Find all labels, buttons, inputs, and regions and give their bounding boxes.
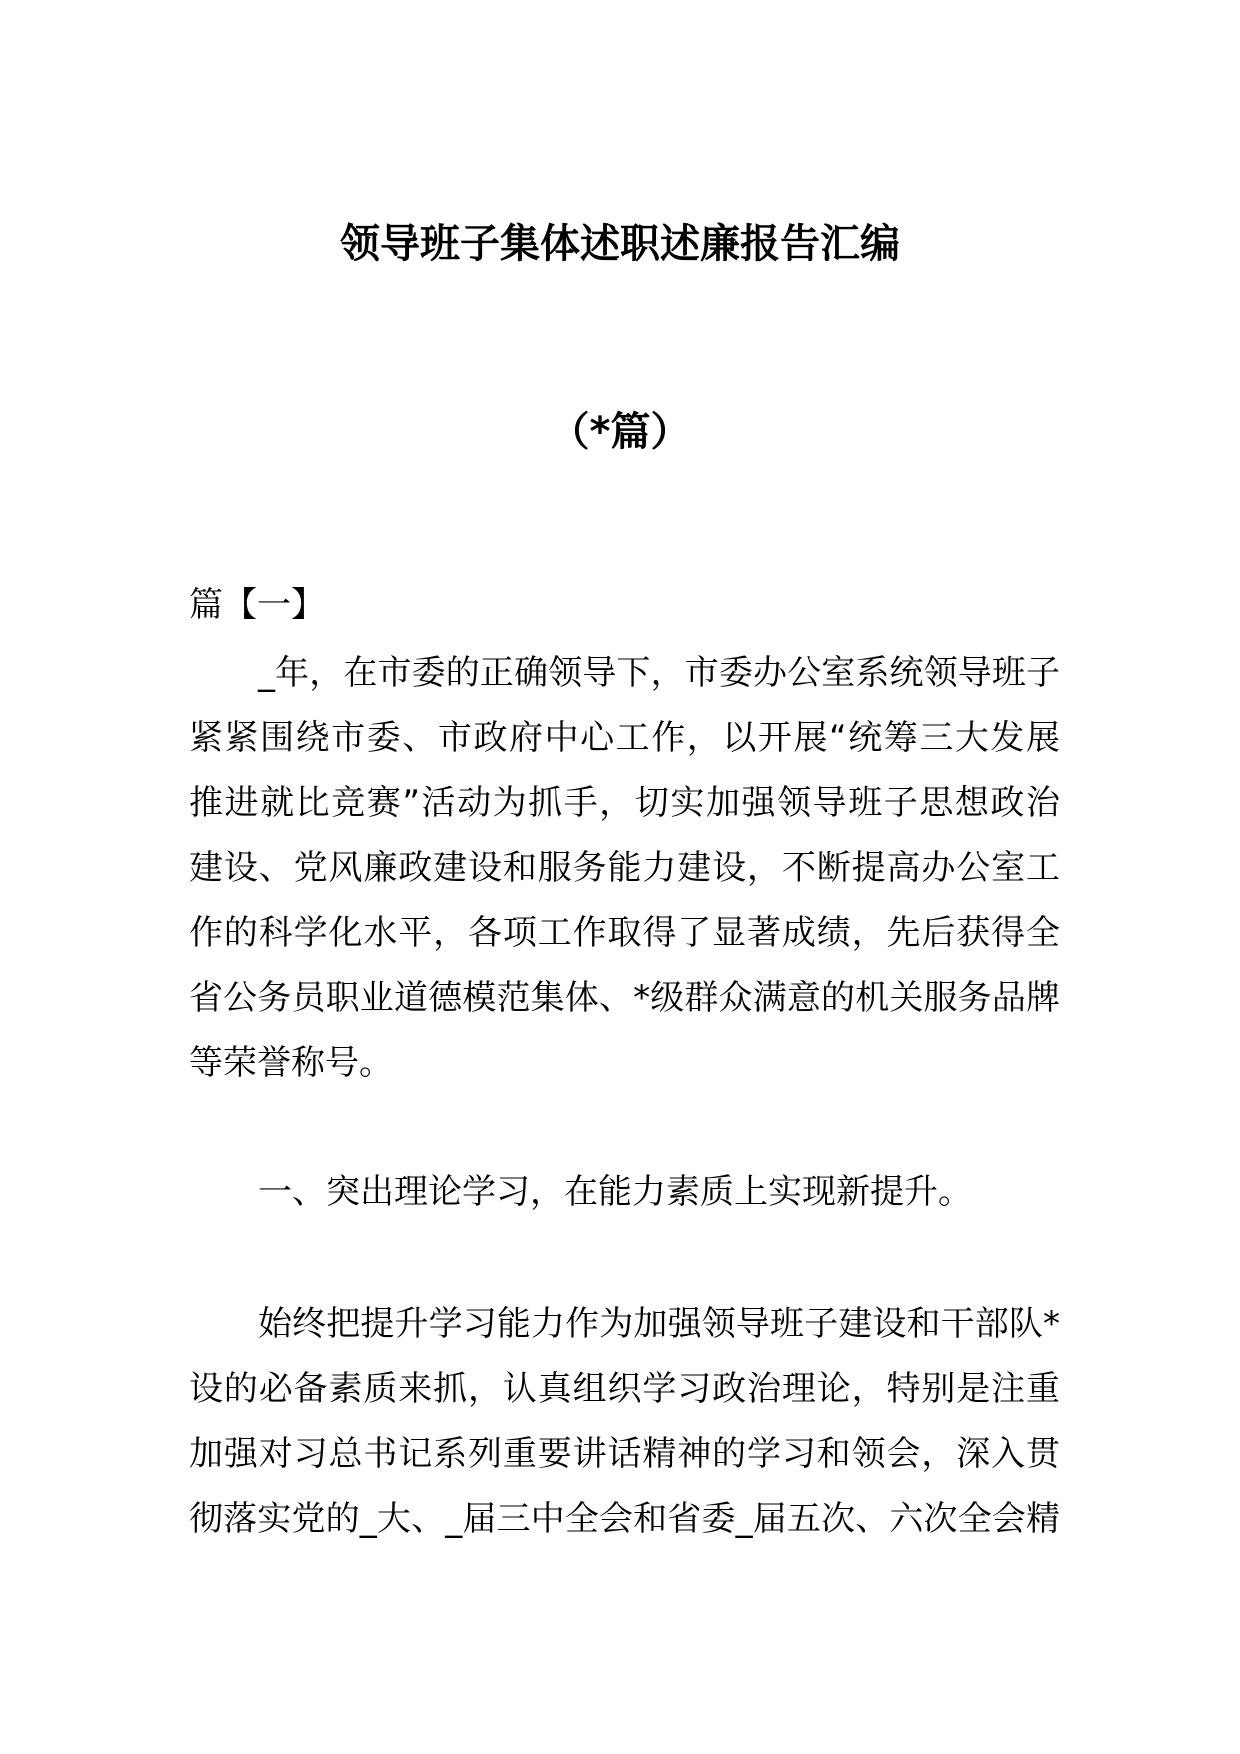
document-subtitle: （*篇） (549, 409, 691, 455)
paragraph-line: 始终把提升学习能力作为加强领导班子建设和干部队* (258, 1304, 1060, 1344)
paragraph-line: 省公务员职业道德模范集体、*级群众满意的机关服务品牌 (189, 978, 1060, 1018)
paragraph-line: 加强对习总书记系列重要讲话精神的学习和领会，深入贯 (189, 1434, 1060, 1474)
paragraph-line: 推进就比竞赛”活动为抓手，切实加强领导班子思想政治 (189, 783, 1060, 823)
paragraph-line: 设的必备素质来抓，认真组织学习政治理论，特别是注重 (189, 1369, 1060, 1409)
paragraph-line: 等荣誉称号。 (189, 1043, 393, 1083)
section-label: 篇【一】 (189, 585, 325, 625)
paragraph-line: _年，在市委的正确领导下，市委办公室系统领导班子 (258, 653, 1060, 693)
paragraph-line: 作的科学化水平，各项工作取得了显著成绩，先后获得全 (189, 913, 1060, 953)
paragraph-line: 彻落实党的_大、_届三中全会和省委_届五次、六次全会精 (189, 1499, 1060, 1539)
paragraph-line: 建设、党风廉政建设和服务能力建设，不断提高办公室工 (189, 848, 1060, 888)
document-title: 领导班子集体述职述廉报告汇编 (340, 221, 900, 267)
section-heading: 一、突出理论学习，在能力素质上实现新提升。 (258, 1172, 972, 1212)
paragraph-line: 紧紧围绕市委、市政府中心工作，以开展“统筹三大发展 (189, 718, 1060, 758)
